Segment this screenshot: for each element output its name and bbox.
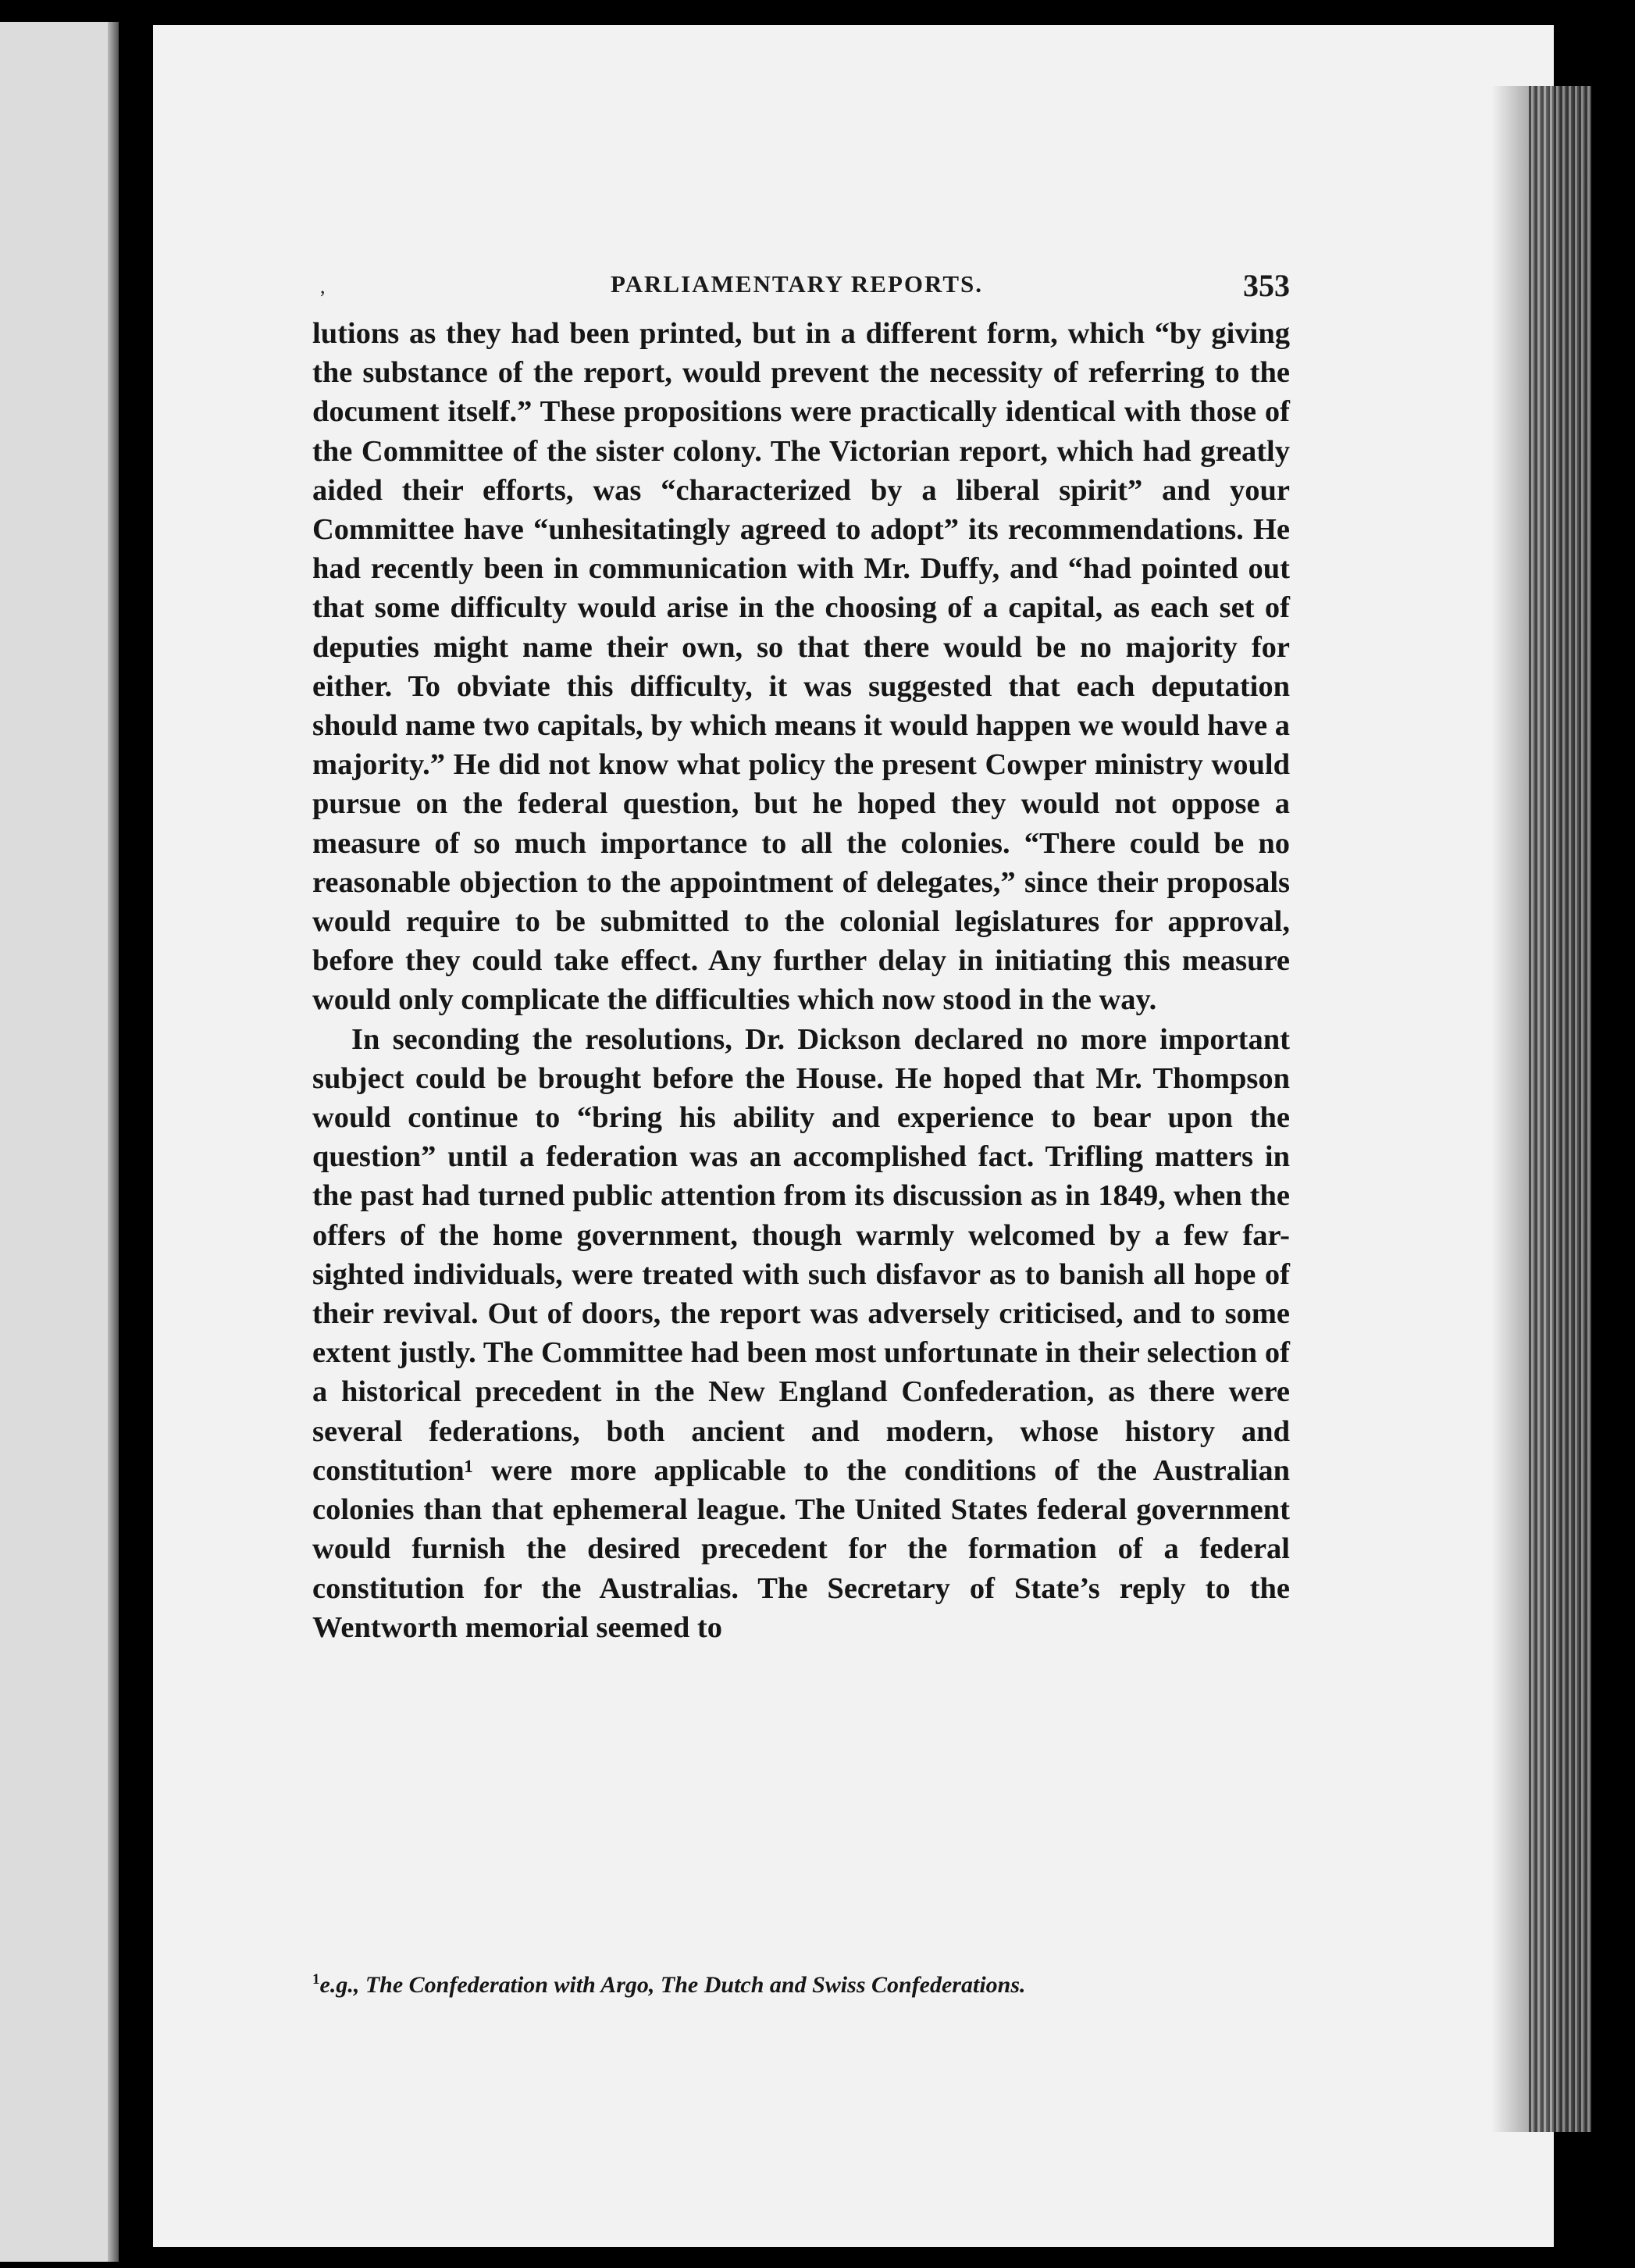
paragraph-2: In seconding the resolutions, Dr. Dickson declared no more important subject could be brought before the House. He hoped that Mr. Thompson would continue to “bring his ability and experience to bear upon the question” until a federation was an accomplished fact. Trifling matters in the past had turned public attention from its discussion as in 1849, when the offers of the home government, though warmly welcomed by a few far-sighted individuals, were treated with such disfavor as to banish all hope of their revival. Out of doors, the report was adversely criticised, and to some extent justly. The Committee had been most unfortunate in their selection of a historical precedent in the New England Confederation, as there were several federations, both ancient and modern, whose history and constitution¹ were more applicable to the conditions of the Australian colonies than that ephemeral league. The United States federal government would furnish the desired precedent for the formation of a federal constitution for the Australias. The Secretary of State’s reply to the Wentworth memorial seemed to xyxy=(312,1022,1290,1644)
running-head: PARLIAMENTARY REPORTS. xyxy=(611,270,983,298)
body-text xyxy=(312,314,1290,1647)
footnote-text: e.g., The Confederation with Argo, The Dutch and Swiss Confederations. xyxy=(319,1972,1026,1998)
page-stack-edge xyxy=(1529,86,1591,2132)
page-header xyxy=(320,270,1290,308)
page-number: 353 xyxy=(1243,268,1290,303)
paragraph-1: lutions as they had been printed, but in a different form, which “by giving the substance of the report, would prevent the necessity of referring to the document itself.” These propositions were practically identical with those of the Committee of the sister colony. The Victorian report, which had greatly aided their efforts, was “characterized by a liberal spirit” and your Committee have “unhesitatingly agreed to adopt” its recommendations. He had recently been in communication with Mr. Duffy, and “had pointed out that some difficulty would arise in the choosing of a capital, as each set of deputies might name their own, so that there would be no majority for either. To obviate this difficulty, it was suggested that each deputation should name two capitals, by which means it would happen we would have a majority.” He did not know what policy the present Cowper ministry would pursue on the federal question, but he hoped they would not oppose a measure of so much importance to all the colonies. “There could be no reasonable objection to the appointment of delegates,” since their proposals would require to be submitted to the colonial legislatures for approval, before they could take effect. Any further delay in initiating this measure would only complicate the difficulties which now stood in the way. xyxy=(312,317,1290,1017)
footnote-marker: 1 xyxy=(312,1971,320,1988)
facing-page-edge xyxy=(0,22,119,2262)
stray-mark: , xyxy=(320,275,326,298)
footnote xyxy=(312,1965,1290,2000)
